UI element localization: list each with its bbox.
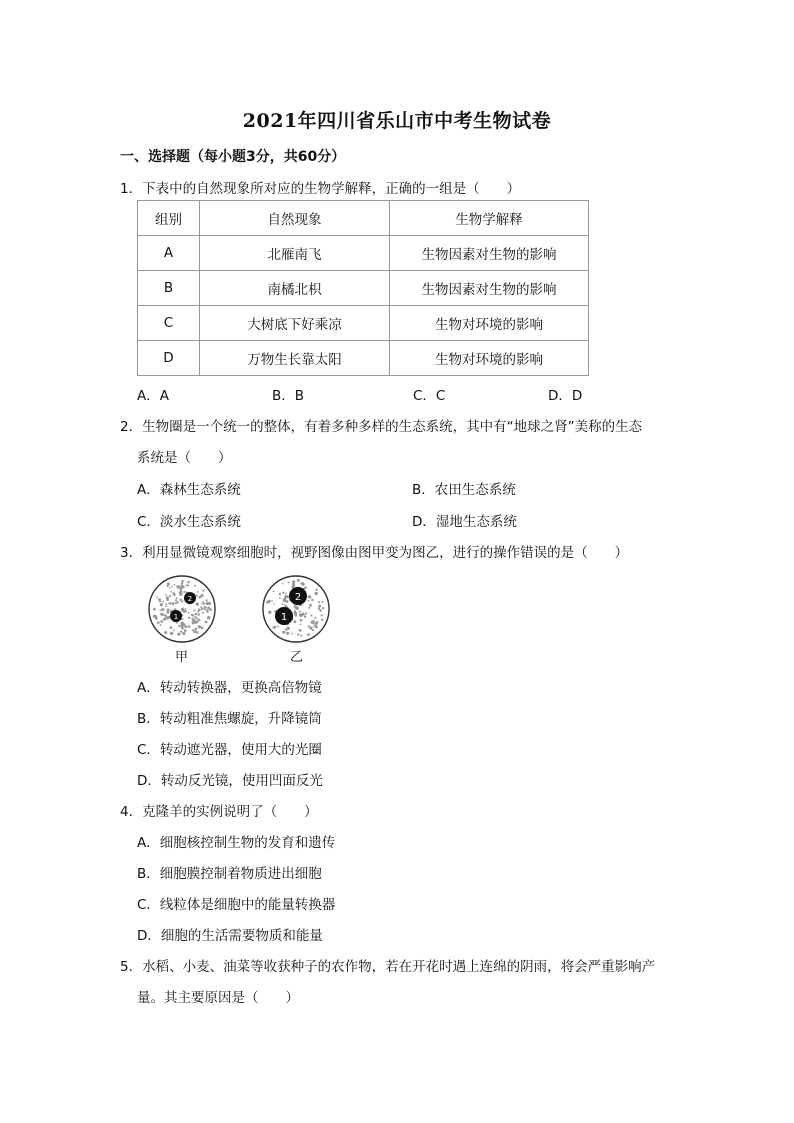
speckle-dot [183, 591, 185, 593]
speckle-dot [197, 591, 199, 593]
speckle-dot [318, 601, 320, 603]
speckle-dot [322, 607, 324, 609]
speckle-dot [203, 603, 205, 605]
speckle-dot [288, 581, 290, 583]
speckle-dot [177, 585, 180, 588]
figure-label-jia: 甲 [175, 650, 189, 665]
page-title: 2021年四川省乐山市中考生物试卷 [242, 110, 552, 132]
table-cell: 北雁南飞 [200, 236, 390, 271]
speckle-dot [196, 617, 198, 619]
table-header: 自然现象 [200, 201, 390, 236]
speckle-dot [196, 621, 198, 623]
q2-option-a: A．森林生态系统 [137, 482, 241, 498]
speckle-dot [182, 585, 185, 588]
speckle-dot [180, 624, 183, 627]
q3-option-b: B．转动粗准焦螺旋，升降镜筒 [137, 711, 322, 727]
speckle-dot [318, 607, 320, 609]
speckle-dot [311, 621, 314, 624]
speckle-dot [279, 597, 281, 599]
speckle-dot [282, 592, 284, 594]
table-cell: A [138, 236, 200, 271]
speckle-dot [159, 609, 161, 611]
q1-option-c: C．C [413, 388, 446, 404]
speckle-dot [299, 629, 302, 632]
speckle-dot [311, 599, 314, 602]
speckle-dot [198, 608, 201, 611]
table-row [138, 236, 589, 271]
speckle-dot [155, 615, 157, 617]
speckle-dot [165, 603, 167, 605]
speckle-dot [157, 621, 160, 624]
table-row [138, 271, 589, 306]
table-cell: 生物因素对生物的影响 [390, 271, 589, 306]
speckle-dot [162, 601, 164, 603]
q4-stem: 4．克隆羊的实例说明了（ ） [120, 804, 318, 820]
speckle-dot [271, 600, 273, 602]
table-header: 组别 [138, 201, 200, 236]
speckle-dot [308, 625, 310, 627]
table-cell: C [138, 306, 200, 341]
speckle-dot [312, 629, 314, 631]
speckle-dot [196, 602, 199, 605]
q1-option-b: B．B [272, 388, 305, 404]
speckle-dot [309, 604, 312, 607]
speckle-dot [158, 598, 161, 601]
table-cell: 南橘北枳 [200, 271, 390, 306]
q4-option-d: D．细胞的生活需要物质和能量 [137, 928, 323, 944]
speckle-dot [300, 634, 302, 636]
speckle-dot [284, 604, 286, 606]
speckle-dot [164, 631, 167, 634]
speckle-dot [316, 626, 318, 628]
speckle-dot [315, 617, 317, 619]
speckle-dot [282, 603, 284, 605]
speckle-dot [201, 627, 204, 630]
speckle-dot [299, 611, 301, 613]
speckle-dot [205, 607, 207, 609]
speckle-dot [321, 619, 323, 621]
speckle-dot [164, 614, 167, 617]
speckle-dot [168, 602, 171, 605]
speckle-dot [188, 612, 190, 614]
speckle-dot [319, 609, 322, 612]
speckle-dot [169, 595, 171, 597]
speckle-dot [322, 601, 324, 603]
speckle-dot [294, 606, 297, 609]
speckle-dot [171, 586, 173, 588]
speckle-dot [268, 611, 271, 614]
q4-option-a: A．细胞核控制生物的发育和遗传 [137, 835, 336, 851]
speckle-dot [293, 580, 295, 582]
speckle-dot [205, 621, 207, 623]
speckle-dot [307, 633, 310, 636]
speckle-dot [315, 589, 317, 591]
speckle-dot [166, 598, 169, 601]
q2-option-c: C．淡水生态系统 [137, 514, 241, 530]
speckle-dot [153, 608, 156, 611]
speckle-dot [170, 626, 173, 629]
speckle-dot [208, 602, 210, 604]
speckle-dot [182, 632, 185, 635]
speckle-dot [160, 613, 163, 616]
q5-stem-line2: 量。其主要原因是（ ） [137, 990, 299, 1006]
speckle-dot [304, 586, 306, 588]
speckle-dot [194, 585, 196, 587]
q2-stem-line2: 系统是（ ） [137, 450, 232, 466]
speckle-dot [297, 579, 300, 582]
speckle-dot [175, 599, 177, 601]
speckle-dot [205, 599, 207, 601]
speckle-dot [191, 618, 193, 620]
speckle-dot [279, 593, 282, 596]
speckle-dot [192, 620, 195, 623]
speckle-dot [184, 629, 187, 632]
cell-label: 2 [187, 595, 193, 603]
speckle-dot [294, 610, 296, 612]
speckle-dot [173, 629, 175, 631]
speckle-dot [170, 632, 173, 635]
section-heading: 一、选择题（每小题3分，共60分） [120, 149, 346, 165]
speckle-dot [300, 623, 302, 625]
speckle-dot [207, 616, 210, 619]
speckle-dot [277, 626, 279, 628]
speckle-dot [209, 608, 212, 611]
q1-stem: 1．下表中的自然现象所对应的生物学解释，正确的一组是（ ） [120, 181, 521, 197]
speckle-dot [201, 608, 203, 610]
speckle-dot [299, 614, 302, 617]
speckle-dot [165, 605, 167, 607]
q1-option-d: D．D [548, 388, 583, 404]
speckle-dot [202, 601, 204, 603]
speckle-dot [285, 593, 287, 595]
speckle-dot [166, 611, 169, 614]
microscope-view-jia [138, 574, 228, 644]
speckle-dot [175, 602, 177, 604]
table-header: 生物学解释 [390, 201, 589, 236]
speckle-dot [315, 592, 318, 595]
speckle-dot [167, 582, 170, 585]
speckle-dot [206, 611, 208, 613]
speckle-dot [293, 620, 296, 623]
speckle-dot [194, 628, 197, 631]
speckle-dot [300, 619, 303, 622]
q2-stem-line1: 2．生物圈是一个统一的整体，有着多种多样的生态系统，其中有“地球之肾”美称的生态 [120, 419, 643, 435]
speckle-dot [198, 625, 201, 628]
cell-label: 1 [173, 613, 179, 621]
speckle-dot [165, 617, 168, 620]
speckle-dot [315, 621, 318, 624]
speckle-dot [179, 592, 181, 594]
speckle-dot [305, 612, 307, 614]
speckle-dot [181, 618, 183, 620]
speckle-dot [181, 582, 184, 585]
speckle-dot [285, 628, 288, 631]
speckle-dot [178, 625, 180, 627]
speckle-dot [201, 603, 203, 605]
speckle-dot [193, 609, 195, 611]
speckle-dot [185, 608, 187, 610]
speckle-dot [170, 591, 172, 593]
q3-option-d: D．转动反光镜，使用凹面反光 [137, 773, 323, 789]
table-cell: 万物生长靠太阳 [200, 341, 390, 376]
speckle-dot [282, 631, 285, 634]
table-header-row [138, 201, 589, 236]
speckle-dot [171, 602, 174, 605]
q3-option-a: A．转动转换器，更换高倍物镜 [137, 680, 322, 696]
speckle-dot [202, 589, 204, 591]
speckle-dot [192, 615, 194, 617]
speckle-dot [177, 633, 180, 636]
table-cell: 大树底下好乘凉 [200, 306, 390, 341]
table-row [138, 306, 589, 341]
microscope-view-yi [256, 574, 346, 644]
speckle-dot [301, 582, 304, 585]
q1-option-a: A．A [137, 388, 169, 404]
speckle-dot [308, 607, 310, 609]
speckle-dot [182, 580, 184, 582]
speckle-dot [172, 592, 175, 595]
speckle-dot [176, 597, 178, 599]
cell-label: 2 [294, 592, 302, 603]
q4-option-c: C．线粒体是细胞中的能量转换器 [137, 897, 336, 913]
speckle-dot [156, 596, 158, 598]
table-cell: 生物对环境的影响 [390, 306, 589, 341]
speckle-dot [297, 633, 299, 635]
speckle-dot [318, 605, 321, 608]
speckle-dot [202, 612, 204, 614]
speckle-dot [266, 600, 269, 603]
speckle-dot [286, 595, 289, 598]
speckle-dot [160, 624, 162, 626]
speckle-dot [165, 594, 167, 596]
speckle-dot [161, 608, 164, 611]
q5-stem-line1: 5．水稻、小麦、油菜等收获种子的农作物，若在开花时遇上连绵的阴雨，将会严重影响产 [120, 959, 656, 975]
speckle-dot [181, 600, 183, 602]
speckle-dot [273, 591, 275, 593]
q1-table [137, 200, 589, 376]
speckle-dot [186, 584, 188, 586]
speckle-dot [196, 631, 199, 634]
speckle-dot [155, 617, 158, 620]
speckle-dot [273, 603, 275, 605]
q4-option-b: B．细胞膜控制着物质进出细胞 [137, 866, 322, 882]
speckle-dot [160, 620, 163, 623]
cell-label: 1 [280, 612, 288, 623]
table-cell: B [138, 271, 200, 306]
speckle-dot [167, 608, 170, 611]
speckle-dot [188, 625, 191, 628]
speckle-dot [304, 615, 307, 618]
speckle-dot [321, 614, 323, 616]
speckle-dot [195, 613, 198, 616]
table-cell: 生物对环境的影响 [390, 341, 589, 376]
q3-stem: 3．利用显微镜观察细胞时，视野图像由图甲变为图乙，进行的操作错误的是（ ） [120, 545, 629, 561]
speckle-dot [200, 594, 203, 597]
q3-option-c: C．转动遮光器，使用大的光圈 [137, 742, 322, 758]
speckle-dot [192, 629, 194, 631]
speckle-dot [204, 609, 206, 611]
speckle-dot [169, 587, 171, 589]
speckle-dot [310, 614, 312, 616]
speckle-dot [286, 632, 289, 635]
speckle-dot [167, 597, 169, 599]
q2-option-b: B．农田生态系统 [412, 482, 516, 498]
figure-label-yi: 乙 [290, 650, 304, 665]
speckle-dot [282, 583, 284, 585]
speckle-dot [273, 626, 276, 629]
speckle-dot [184, 626, 186, 628]
speckle-dot [308, 600, 310, 602]
speckle-dot [180, 631, 182, 633]
speckle-dot [173, 584, 175, 586]
speckle-dot [183, 610, 186, 613]
speckle-dot [198, 619, 200, 621]
speckle-dot [160, 603, 163, 606]
speckle-dot [283, 599, 286, 602]
speckle-dot [188, 617, 190, 619]
speckle-dot [187, 581, 190, 584]
table-cell: 生物因素对生物的影响 [390, 236, 589, 271]
speckle-dot [311, 627, 313, 629]
speckle-dot [308, 595, 311, 598]
speckle-dot [291, 633, 293, 635]
table-row [138, 341, 589, 376]
speckle-dot [197, 613, 199, 615]
speckle-dot [182, 608, 184, 610]
speckle-dot [196, 595, 198, 597]
table-cell: D [138, 341, 200, 376]
q2-option-d: D．湿地生态系统 [412, 514, 517, 530]
